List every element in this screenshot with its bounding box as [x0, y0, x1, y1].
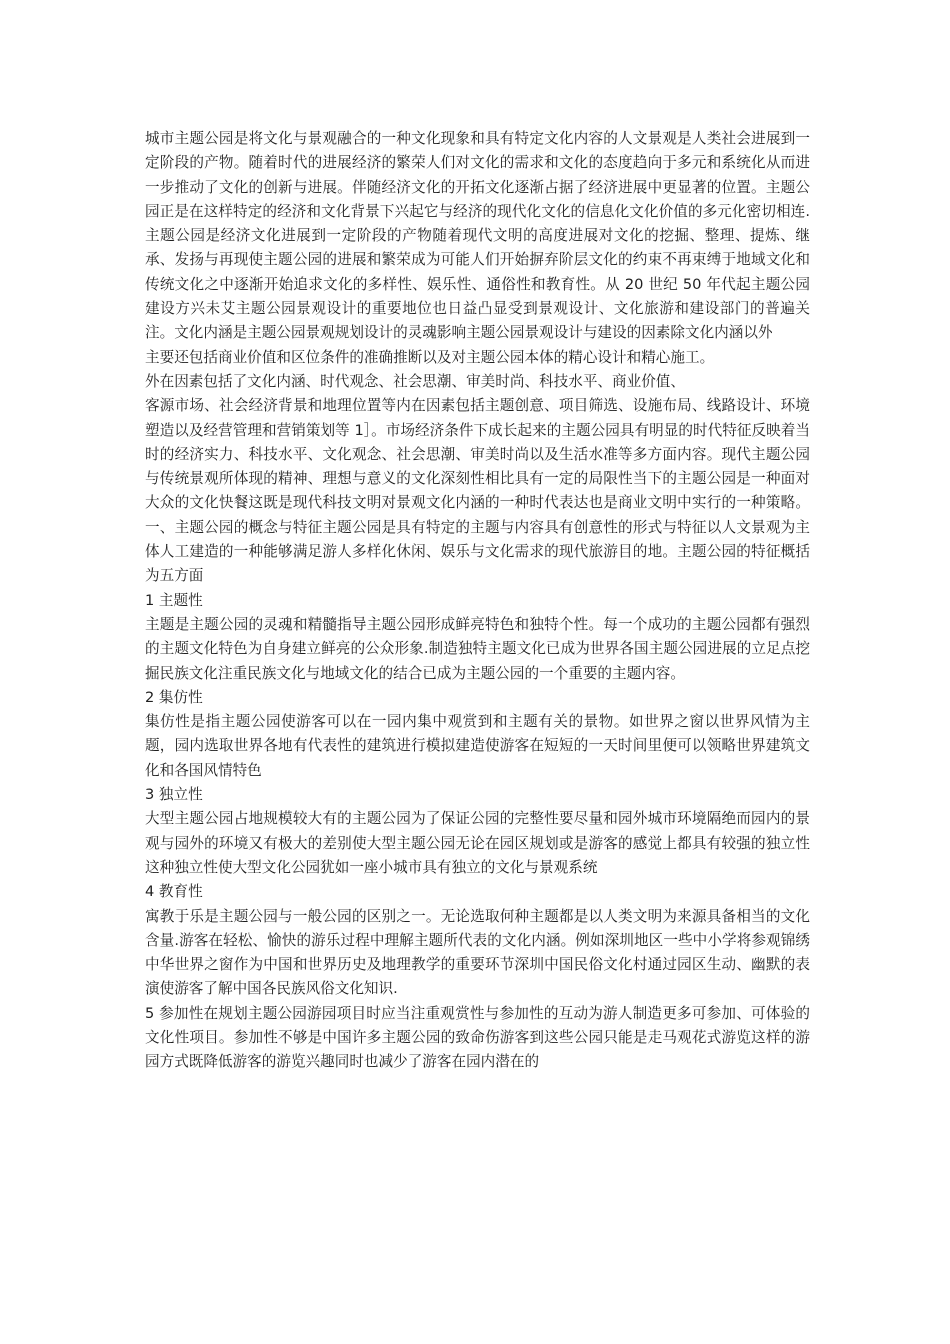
- section-heading-thematic: 1 主题性: [145, 591, 203, 609]
- document-body: [145, 127, 810, 1075]
- paragraph-participation: 5 参加性在规划主题公园游园项目时应当注重观赏性与参加性的互动为游人制造更多可参加、可体验的文化性项目。参加性不够是中国许多主题公园的致命伤游客到这些公园只能是走马观花式游览这样的游园方式既降低游客的游览兴趣同时也减少了游客在园内潜在的: [145, 1004, 810, 1071]
- section-heading-independence: 3 独立性: [145, 786, 203, 804]
- paragraph-intro: 城市主题公园是将文化与景观融合的一种文化现象和具有特定文化内容的人文景观是人类社会进展到一定阶段的产物。随着时代的进展经济的繁荣人们对文化的需求和文化的态度趋向于多元和系统化从而进一步推动了文化的创新与进展。伴随经济文化的开拓文化逐渐占据了经济进展中更显著的位置。主题公园正是在这样特定的经济和文化背景下兴起它与经济的现代化文化的信息化文化价值的多元化密切相连.主题公园是经济文化进展到一定阶段的产物随着现代文明的高度进展对文化的挖掘、整理、提炼、继承、发扬与再现使主题公园的进展和繁荣成为可能人们开始摒弃阶层文化的约束不再束缚于地域文化和传统文化之中逐渐开始追求文化的多样性、娱乐性、通俗性和教育性。从 20 世纪 50 年代起主题公园建设方兴未艾主题公园景观设计的重要地位也日益凸显受到景观设计、文化旅游和建设部门的普遍关注。文化内涵是主题公园景观规划设计的灵魂影响主题公园景观设计与建设的因素除文化内涵以外: [145, 130, 810, 342]
- paragraph-factors-main: 主要还包括商业价值和区位条件的准确推断以及对主题公园本体的精心设计和精心施工。: [145, 348, 715, 366]
- section-heading-collection: 2 集仿性: [145, 688, 203, 706]
- paragraph-education: 寓教于乐是主题公园与一般公园的区别之一。无论选取何种主题都是以人类文明为来源具备相当的文化含量.游客在轻松、愉快的游乐过程中理解主题所代表的文化内涵。例如深圳地区一些中小学将参观锦绣中华世界之窗作为中国和世界历史及地理教学的重要环节深圳中国民俗文化村通过园区生动、幽默的表演使游客了解中国各民族风俗文化知识.: [145, 907, 810, 998]
- paragraph-thematic: 主题是主题公园的灵魂和精髓指导主题公园形成鲜亮特色和独特个性。每一个成功的主题公园都有强烈的主题文化特色为自身建立鲜亮的公众形象.制造独特主题文化已成为世界各国主题公园进展的立足点挖掘民族文化注重民族文化与地域文化的结合已成为主题公园的一个重要的主题内容。: [145, 615, 810, 682]
- section-heading-education: 4 教育性: [145, 883, 203, 901]
- paragraph-factors-external: 外在因素包括了文化内涵、时代观念、社会思潮、审美时尚、科技水平、商业价值、: [145, 372, 685, 390]
- paragraph-independence: 大型主题公园占地规模较大有的主题公园为了保证公园的完整性要尽量和园外城市环境隔绝而园内的景观与园外的环境又有极大的差别使大型主题公园无论在园区规划或是游客的感觉上都具有较强的独立性这种独立性使大型文化公园犹如一座小城市具有独立的文化与景观系统: [145, 810, 810, 876]
- paragraph-factors-internal: 客源市场、社会经济背景和地理位置等内在因素包括主题创意、项目筛选、设施布局、线路设计、环境塑造以及经营管理和营销策划等 1］。市场经济条件下成长起来的主题公园具有明显的时代特征反映着当时的经济实力、科技水平、文化观念、社会思潮、审美时尚以及生活水准等多方面内容。现代主题公园与传统景观所体现的精神、理想与意义的文化深刻性相比具有一定的局限性当下的主题公园是一种面对大众的文化快餐这既是现代科技文明对景观文化内涵的一种时代表达也是商业文明中实行的一种策略。一、主题公园的概念与特征主题公园是具有特定的主题与内容具有创意性的形式与特征以人文景观为主体人工建造的一种能够满足游人多样化休闲、娱乐与文化需求的现代旅游目的地。主题公园的特征概括为五方面: [145, 397, 810, 585]
- paragraph-collection: 集仿性是指主题公园使游客可以在一园内集中观赏到和主题有关的景物。如世界之窗以世界风情为主题，园内选取世界各地有代表性的建筑进行模拟建造使游客在短短的一天时间里便可以领略世界建筑文化和各国风情特色: [145, 713, 810, 779]
